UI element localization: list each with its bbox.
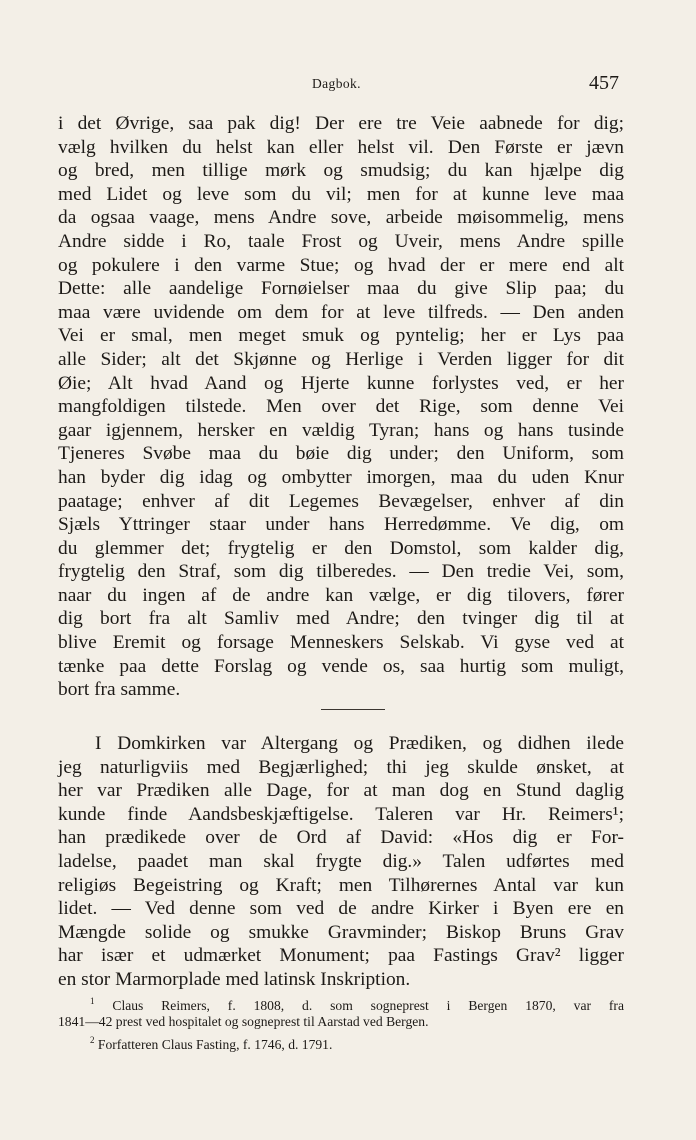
text-line: paatage; enhver af dit Legemes Bevægelser, enhver af din [58,490,624,512]
text-line: naar du ingen af de andre kan vælge, er dig tilovers, fører [58,584,624,606]
footnote-marker: 1 [90,996,95,1006]
footnote-2 [58,1031,624,1051]
paragraph-2 [58,732,624,992]
text-line: han prædikede over de Ord af David: «Hos dig er For- [58,827,624,849]
text-line: med Lidet og leve som du vil; men for at kunne leve maa [58,183,624,205]
text-line: og bred, men tillige mørk og smudsig; du kan hjælpe dig [58,160,624,182]
footnote-1-continued: 1841—42 prest ved hospitalet og sogneprest til Aarstad ved Bergen. [58,1013,429,1029]
text-line: gaar igjennem, hersker en vældig Tyran; hans og hans tusinde [58,419,624,441]
text-line: Tjeneres Svøbe maa du bøie dig under; den Uniform, som [58,443,624,465]
text-line: frygtelig den Straf, som dig tilberedes. — Den tredie Vei, som, [58,561,624,583]
text-line: vælg hvilken du helst kan eller helst vil. Den Første er jævn [58,136,624,158]
paragraph-1 [58,112,624,702]
text-line: kunde finde Aandsbeskjæftigelse. Taleren var Hr. Reimers¹; [58,803,624,825]
text-line: i det Øvrige, saa pak dig! Der ere tre Veie aabnede for dig; [58,113,624,134]
text-line: har især et udmærket Monument; paa Fastings Grav² ligger [58,945,624,967]
text-line: Mængde solide og smukke Gravminder; Biskop Bruns Grav [58,921,624,943]
text-line: Andre sidde i Ro, taale Frost og Uveir, mens Andre spille [58,230,624,252]
text-line: Dette: alle aandelige Fornøielser maa du give Slip paa; du [58,278,624,300]
text-line: ladelse, paadet man skal frygte dig.» Talen udførtes med [58,850,624,872]
text-line: alle Sider; alt det Skjønne og Herlige i Verden ligger for dit [58,348,624,370]
text-line: maa være uvidende om dem for at leve tilfreds. — Den anden [58,301,624,323]
text-line: I Domkirken var Altergang og Prædiken, og didhen ilede [95,733,624,754]
running-title: Dagbok. [312,76,361,91]
text-line: Øie; Alt hvad Aand og Hjerte kunne forlystes ved, er her [58,372,624,394]
text-line: religiøs Begeistring og Kraft; men Tilhørernes Antal var kun [58,874,624,896]
footnote-1 [58,992,624,1012]
page-number: 457 [589,72,619,94]
text-line: du glemmer det; frygtelig er den Domstol, som kalder dig, [58,537,624,559]
text-line: da ogsaa vaage, mens Andre sove, arbeide møisommelig, mens [58,207,624,229]
text-line: en stor Marmorplade med latinsk Inskription. [58,968,411,990]
text-line: dig bort fra alt Samliv med Andre; den tvinger dig til at [58,608,624,630]
text-line: lidet. — Ved denne som ved de andre Kirker i Byen ere en [58,898,624,920]
text-line: og pokulere i den varme Stue; og hvad der er mere end alt [58,254,624,276]
text-line: Sjæls Yttringer staar under hans Herredømme. Ve dig, om [58,514,624,536]
text-line: jeg naturligviis med Begjærlighed; thi jeg skulde ønsket, at [58,756,624,778]
text-line: mangfoldigen tilstede. Men over det Rige, som denne Vei [58,396,624,418]
footnote-marker: 2 [90,1035,95,1046]
text-line: tænke paa dette Forslag og vende os, saa hurtig som muligt, [58,655,624,677]
text-line: her var Prædiken alle Dage, for at man dog en Stund daglig [58,780,624,802]
text-line: bort fra samme. [58,679,181,701]
footnotes [58,992,624,1051]
running-head [0,72,696,100]
text-line: Vei er smal, men meget smuk og pyntelig; her er Lys paa [58,325,624,347]
footnote-text: Claus Reimers, f. 1808, d. som sogneprest i Bergen 1870, var fra [112,998,624,1013]
text-line: han byder dig idag og ombytter imorgen, maa du uden Knur [58,466,624,488]
text-line: blive Eremit og forsage Menneskers Selskab. Vi gyse ved at [58,632,624,654]
footnote-text: Forfatteren Claus Fasting, f. 1746, d. 1791. [97,1037,333,1053]
section-divider [321,709,385,710]
